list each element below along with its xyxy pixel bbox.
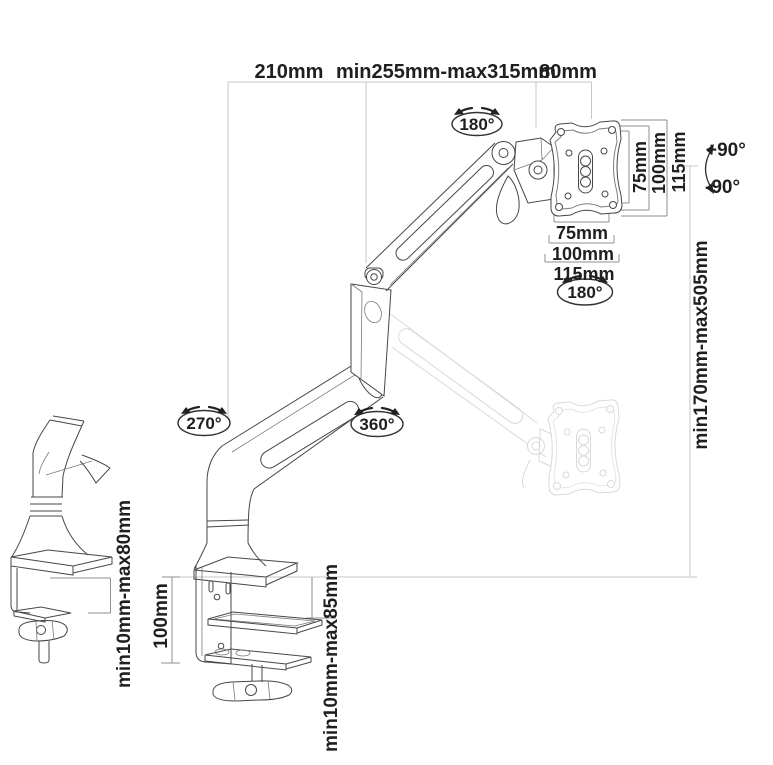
ghost-arm-lowered-position <box>385 310 620 495</box>
top-dim-80-label: 80mm <box>539 61 597 83</box>
dimension-labels <box>114 61 712 752</box>
rotation-base-270 <box>178 407 230 436</box>
side-view-clamp-drawing <box>11 416 112 663</box>
rotation-top-label: 180° <box>459 115 495 134</box>
tilt-range <box>705 140 746 198</box>
vesa-bottom-75-label: 75mm <box>555 223 609 243</box>
rotation-base-label: 270° <box>186 414 222 433</box>
tilt-joint <box>492 138 554 224</box>
upper-arm <box>366 143 513 291</box>
rotation-elbow-360 <box>351 408 403 437</box>
elbow-joint-housing <box>351 268 391 396</box>
vesa-plate <box>550 121 622 216</box>
desk-clamp <box>194 557 322 701</box>
tilt-down-label: -90° <box>705 177 741 198</box>
vesa-side-100-label: 100mm <box>649 131 669 195</box>
height-range-label: min170mm-max505mm <box>691 240 712 450</box>
vesa-side-75-label: 75mm <box>630 140 650 194</box>
tilt-up-label: +90° <box>706 140 746 161</box>
top-dim-255-315-label: min255mm-max315mm <box>335 61 557 83</box>
clamp-height-label: 100mm <box>151 583 172 649</box>
clamp-range-label: min10mm-max85mm <box>321 564 342 752</box>
vesa-bottom-100-label: 100mm <box>551 244 615 264</box>
rotation-top-180 <box>452 108 502 136</box>
vesa-bottom-115-label: 115mm <box>553 264 615 284</box>
lower-arm <box>194 358 387 569</box>
left-clamp-range-label: min10mm-max80mm <box>114 500 135 688</box>
rotation-elbow-label: 360° <box>359 415 395 434</box>
left-clamp-bracket <box>50 578 111 613</box>
rotation-vesa-label: 180° <box>567 283 603 302</box>
top-dimension-line <box>228 82 592 428</box>
vesa-plate-ghost <box>548 400 620 495</box>
top-dim-210-label: 210mm <box>254 61 324 83</box>
vesa-side-115-label: 115mm <box>669 131 689 193</box>
